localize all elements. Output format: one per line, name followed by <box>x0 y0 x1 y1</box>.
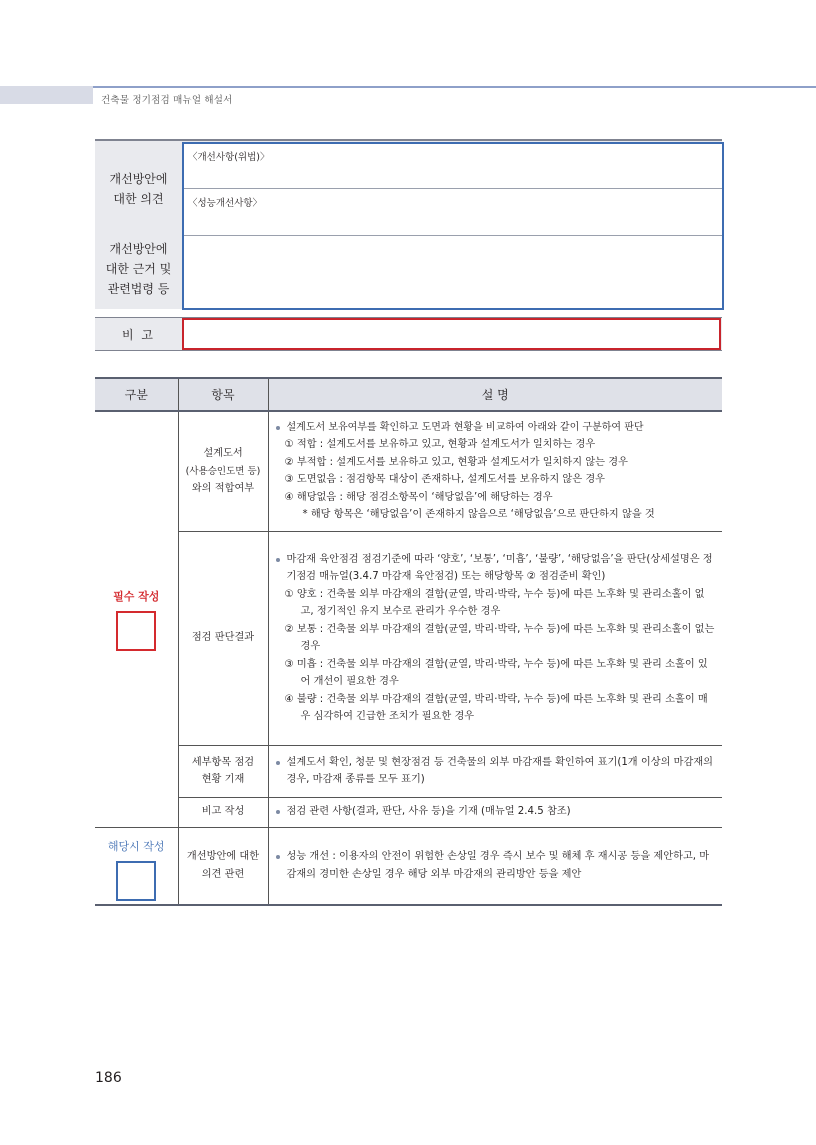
description-cell <box>268 827 722 905</box>
column-header: 항목 <box>178 378 268 411</box>
table-row <box>95 827 722 905</box>
column-header: 구분 <box>95 378 178 411</box>
description-cell <box>268 411 722 531</box>
running-header-title: 건축물 정기점검 매뉴얼 해설서 <box>101 95 233 106</box>
opinion-label: 개선방안에 대한 의견 <box>109 172 168 206</box>
description-bullet: 설계도서 보유여부를 확인하고 도면과 현황을 비교하여 아래와 같이 구분하여 판단 <box>275 419 717 437</box>
header-accent-bar <box>0 86 93 104</box>
required-marker-box <box>116 611 156 651</box>
required-category-cell <box>95 411 178 827</box>
column-header: 설 명 <box>268 378 722 411</box>
table-row <box>95 797 722 827</box>
header-rule <box>93 86 816 88</box>
sample-form-note <box>95 317 722 351</box>
description-bullet: 설계도서 확인, 청문 및 현장점검 등 건축물의 외부 마감재를 확인하여 표기(1개 이상의 마감재의 경우, 마감재 종류를 모두 표기) <box>275 754 717 789</box>
basis-label: 개선방안에 대한 근거 및 관련법령 등 <box>105 242 172 296</box>
opinion-field-box[interactable] <box>182 142 724 310</box>
violation-improvement-field: 〈개선사항(위법)〉 <box>188 152 270 163</box>
description-bullet: 마감재 육안점검 점검기준에 따라 ‘양호’, ‘보통’, ‘미흡’, ‘불량’, ‘해당없음’을 판단(상세설명은 정기점검 매뉴얼(3.4.7 마감재 육안점검) 또는 해당항목 ② 점검준비 확인) <box>275 551 717 586</box>
table-header-row <box>95 378 722 411</box>
item-cell: 비고 작성 <box>178 797 268 827</box>
table-row <box>95 531 722 745</box>
item-cell: 점검 판단결과 <box>178 531 268 745</box>
item-cell: 설계도서 (사용승인도면 등) 와의 적합여부 <box>178 411 268 531</box>
table-row <box>95 411 722 531</box>
sample-form-opinion <box>95 139 722 309</box>
optional-label: 해당시 작성 <box>107 839 165 853</box>
sub-item: ④ 해당없음 : 해당 점검소항목이 ‘해당없음’에 해당하는 경우 <box>284 491 553 503</box>
field-divider <box>184 188 722 189</box>
note-label: 비 고 <box>122 328 155 342</box>
sub-item: ① 양호 : 건축물 외부 마감재의 결함(균열, 박리·박락, 누수 등)에 따른 노후화 및 관리소홀이 없고, 정기적인 유지 보수로 관리가 우수한 경우 <box>284 588 705 617</box>
table-row <box>95 745 722 797</box>
sub-item: ③ 미흡 : 건축물 외부 마감재의 결함(균열, 박리·박락, 누수 등)에 따른 노후화 및 관리 소홀이 있어 개선이 필요한 경우 <box>284 658 708 687</box>
sub-item: ① 적합 : 설계도서를 보유하고 있고, 현황과 설계도서가 일치하는 경우 <box>284 439 596 451</box>
description-bullet: 성능 개선 : 이용자의 안전이 위험한 손상일 경우 즉시 보수 및 해체 후 재시공 등을 제안하고, 마감재의 경미한 손상일 경우 해당 외부 마감재의 관리방안 등을 제안 <box>275 848 717 883</box>
description-table <box>95 377 722 906</box>
description-cell <box>268 797 722 827</box>
page-number: 186 <box>95 1070 122 1086</box>
sub-item: ③ 도면없음 : 점검항목 대상이 존재하나, 설계도서를 보유하지 않은 경우 <box>284 474 605 486</box>
sub-item: ④ 불량 : 건축물 외부 마감재의 결함(균열, 박리·박락, 누수 등)에 따른 노후화 및 관리 소홀이 매우 심각하여 긴급한 조치가 필요한 경우 <box>284 693 708 722</box>
item-cell: 개선방안에 대한 의견 관련 <box>178 827 268 905</box>
description-cell <box>268 531 722 745</box>
sub-item: ② 부적합 : 설계도서를 보유하고 있고, 현황과 설계도서가 일치하지 않는 경우 <box>284 456 628 468</box>
note-field-box[interactable] <box>182 318 721 350</box>
item-cell: 세부항목 점검 현황 기재 <box>178 745 268 797</box>
description-bullet: 점검 관련 사항(결과, 판단, 사유 등)을 기재 (매뉴얼 2.4.5 참조) <box>275 803 717 821</box>
performance-improvement-field: 〈성능개선사항〉 <box>188 198 263 209</box>
required-label: 필수 작성 <box>113 589 160 603</box>
optional-category-cell <box>95 827 178 905</box>
description-cell <box>268 745 722 797</box>
field-divider <box>184 235 722 236</box>
sub-item: ② 보통 : 건축물 외부 마감재의 결함(균열, 박리·박락, 누수 등)에 따른 노후화 및 관리소홀이 없는 경우 <box>284 623 715 652</box>
optional-marker-box <box>116 861 156 901</box>
footnote: * 해당 항목은 ‘해당없음’이 존재하지 않음으로 ‘해당없음’으로 판단하지 않을 것 <box>302 509 655 521</box>
